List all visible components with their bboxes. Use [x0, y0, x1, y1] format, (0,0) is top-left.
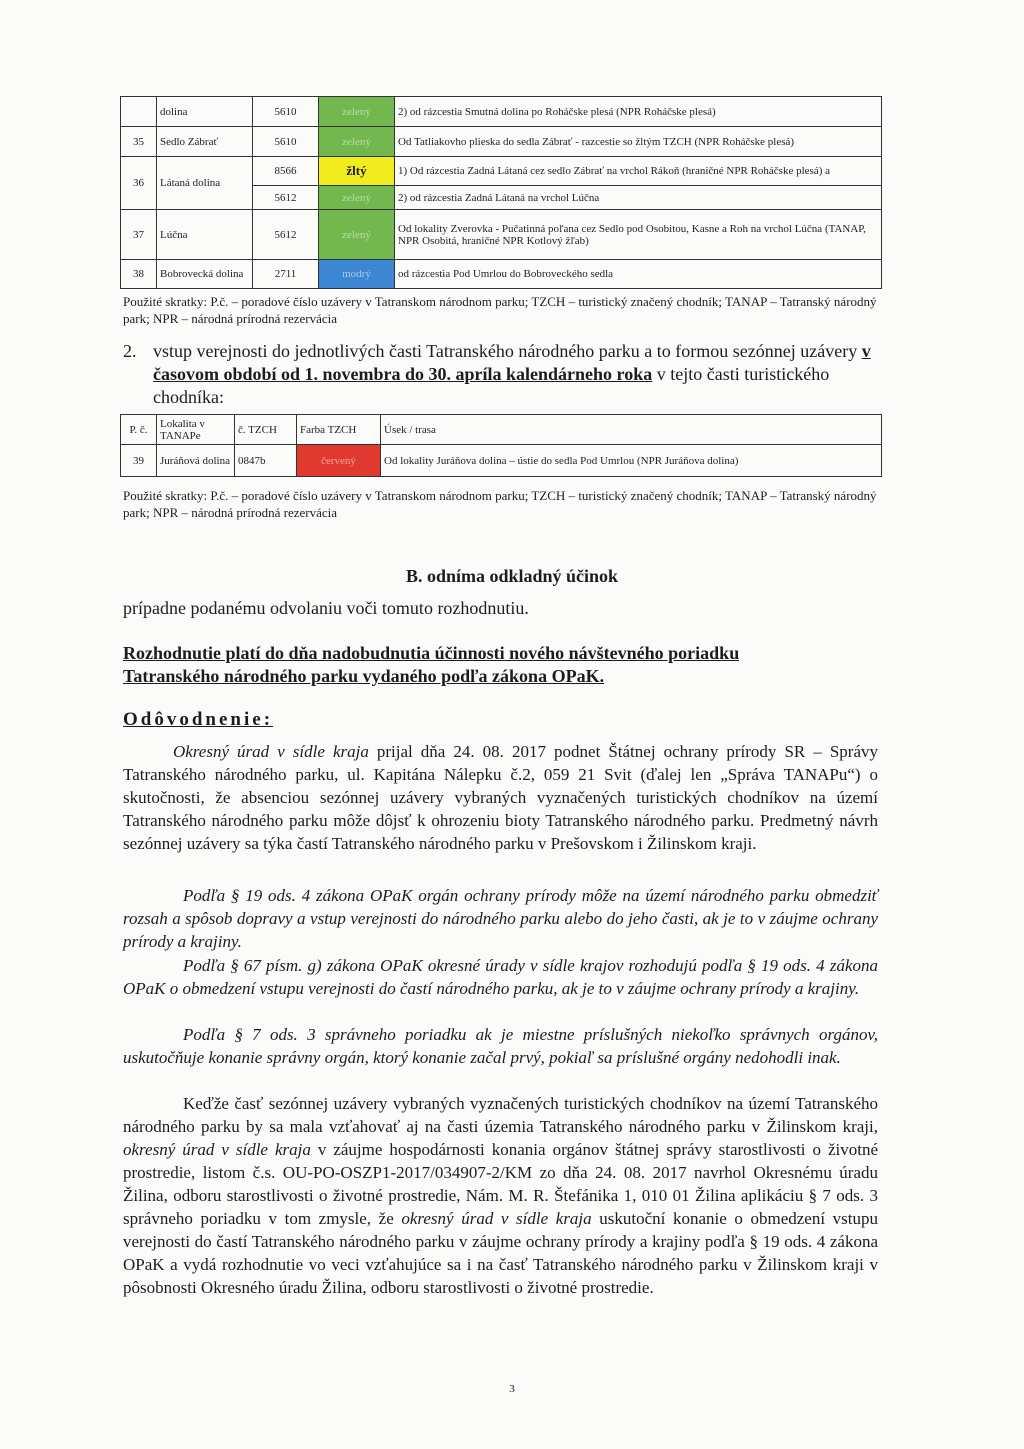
validity-line-1: Rozhodnutie platí do dňa nadobudnutia účinnosti nového návštevného poriadku	[123, 643, 740, 663]
validity-statement	[123, 642, 739, 688]
header-tzch: č. TZCH	[235, 415, 297, 445]
row-tzch: 8566	[253, 157, 319, 186]
row-route: Od lokality Zverovka - Pučatinná poľana cez Sedlo pod Osobitou, Kasne a Roh na vrchol Lúčna (TANAP, NPR Osobitá, hraničné NPR Kotlový žľab)	[395, 210, 882, 260]
reasoning-heading: Odôvodnenie:	[123, 709, 274, 730]
item-2-text: vstup verejnosti do jednotlivých časti Tatranského národného parku a to formou sezónnej uzávery	[153, 341, 858, 361]
paragraph-5-authority: okresný úrad v sídle kraja	[123, 1140, 311, 1159]
row-route: 2) od rázcestia Smutná dolina po Roháčske plesá (NPR Roháčske plesá)	[395, 97, 882, 127]
row-route: 2) od rázcestia Zadná Látaná na vrchol Lúčna	[395, 186, 882, 210]
row-location: Lúčna	[157, 210, 253, 260]
row-number: 36	[121, 157, 157, 210]
paragraph-5-authority-2: okresný úrad v sídle kraja	[401, 1209, 592, 1228]
row-location: dolina	[157, 97, 253, 127]
row-color: žltý	[319, 157, 395, 186]
row-location: Juráňová dolina	[157, 445, 235, 477]
table-row	[121, 97, 882, 127]
row-tzch: 5610	[253, 127, 319, 157]
closure-table-continued	[120, 96, 882, 289]
validity-line-2: Tatranského národného parku vydaného podľa zákona OPaK.	[123, 666, 605, 686]
header-number: P. č.	[121, 415, 157, 445]
row-color: zelený	[319, 186, 395, 210]
item-2-text-after: v tejto časti turistického chodníka:	[153, 364, 830, 407]
row-tzch: 5612	[253, 186, 319, 210]
row-tzch: 0847b	[235, 445, 297, 477]
row-location: Bobrovecká dolina	[157, 260, 253, 289]
header-color: Farba TZCH	[297, 415, 381, 445]
row-number: 39	[121, 445, 157, 477]
row-tzch: 5610	[253, 97, 319, 127]
paragraph-1	[123, 740, 878, 855]
table-header-row	[121, 415, 882, 445]
item-2-period: v časovom období od 1. novembra do 30. apríla kalendárneho roka	[153, 341, 871, 384]
table-row	[121, 127, 882, 157]
paragraph-5-text-c: uskutoční konanie o obmedzení vstupu verejnosti do častí Tatranského národného parku v záujme ochrany prírody a krajiny podľa § 19 ods. 4 zákona OPaK a vydá rozhodnutie vo veci vzťahujúce sa i na časť Tatranského národného parku v Žilinskom kraji v pôsobnosti Okresného úradu Žilina, odboru starostlivosti o životné prostredie.	[123, 1209, 879, 1297]
header-route: Úsek / trasa	[381, 415, 882, 445]
row-color: červený	[297, 445, 381, 477]
row-route: 1) Od rázcestia Zadná Látaná cez sedlo Zábrať na vrchol Rákoň (hraničné NPR Roháčske plesá) a	[395, 157, 882, 186]
closure-table-item-39	[120, 414, 882, 477]
table2-abbreviations: Použité skratky: P.č. – poradové číslo uzávery v Tatranskom národnom parku; TZCH – turistický značený chodník; TANAP – Tatranský národný park; NPR – národná prírodná rezervácia	[123, 488, 877, 520]
paragraph-4: Podľa § 7 ods. 3 správneho poriadku ak je miestne príslušných niekoľko správnych orgánov, uskutočňuje konanie správny orgán, ktorý konanie začal prvý, pokiaľ sa príslušné orgány nedohodli inak.	[123, 1025, 878, 1067]
item-2	[123, 340, 883, 409]
row-number: 35	[121, 127, 157, 157]
paragraph-2: Podľa § 19 ods. 4 zákona OPaK orgán ochrany prírody môže na území národného parku obmedziť rozsah a spôsob dopravy a vstup verejnosti do národného parku alebo do jeho časti, ak je to v záujme ochrany prírody a krajiny.	[123, 886, 878, 951]
page-number: 3	[509, 1383, 515, 1395]
table-row	[121, 210, 882, 260]
row-tzch: 5612	[253, 210, 319, 260]
row-color: zelený	[319, 97, 395, 127]
row-color: zelený	[319, 127, 395, 157]
row-route: Od lokality Juráňova dolina – ústie do sedla Pod Umrlou (NPR Juráňova dolina)	[381, 445, 882, 477]
section-b-heading: B. odníma odkladný účinok	[405, 566, 619, 586]
paragraph-5-text-b: v záujme hospodárnosti konania orgánov štátnej správy starostlivosti o životné prostredie, listom č.s. OU-PO-OSZP1-2017/034907-2/KM zo dňa 24. 08. 2017 navrhol Okresnému úradu Žilina, odboru starostlivosti o životné prostredie, Nám. M. R. Štefánika 1, 010 01 Žilina aplikáciu § 7 ods. 3 správneho poriadku v tom zmysle, že	[123, 1140, 879, 1228]
row-number: 37	[121, 210, 157, 260]
row-color: zelený	[319, 210, 395, 260]
row-location: Sedlo Zábrať	[157, 127, 253, 157]
row-tzch: 2711	[253, 260, 319, 289]
table-row	[121, 157, 882, 186]
table-row	[121, 445, 882, 477]
row-number	[121, 97, 157, 127]
item-2-number: 2.	[123, 341, 137, 361]
table-row	[121, 260, 882, 289]
row-number: 38	[121, 260, 157, 289]
header-location: Lokalita v TANAPe	[157, 415, 235, 445]
paragraph-5	[123, 1092, 878, 1299]
row-location: Látaná dolina	[157, 157, 253, 210]
section-b-text: prípadne podanému odvolaniu voči tomuto rozhodnutiu.	[123, 598, 529, 618]
table1-abbreviations: Použité skratky: P.č. – poradové číslo uzávery v Tatranskom národnom parku; TZCH – turistický značený chodník; TANAP – Tatranský národný park; NPR – národná prírodná rezervácia	[123, 294, 877, 326]
paragraph-3: Podľa § 67 písm. g) zákona OPaK okresné úrady v sídle krajov rozhodujú podľa § 19 ods. 4 zákona OPaK o obmedzení vstupu verejnosti do častí národného parku, ak je to v záujme ochrany prírody a krajiny.	[123, 956, 878, 998]
paragraph-1-authority: Okresný úrad v sídle kraja	[173, 742, 369, 761]
paragraph-5-text-a: Keďže časť sezónnej uzávery vybraných vyznačených turistických chodníkov na území Tatranského národného parku by sa mala vzťahovať aj na časti územia Tatranského národného parku v Žilinskom kraji,	[123, 1094, 878, 1136]
row-route: od rázcestia Pod Umrlou do Bobroveckého sedla	[395, 260, 882, 289]
row-color: modrý	[319, 260, 395, 289]
paragraph-1-text: prijal dňa 24. 08. 2017 podnet Štátnej ochrany prírody SR – Správy Tatranského národného parku, ul. Kapitána Nálepku č.2, 059 21 Svit (ďalej len „Správa TANAPu“) o skutočnosti, že absenciou sezónnej uzávery vybraných vyznačených turistických chodníkov na území Tatranského národného parku môže dôjsť k ohrozeniu bioty Tatranského národného parku. Predmetný návrh sezónnej uzávery sa týka častí Tatranského národného parku v Prešovskom i Žilinskom kraji.	[123, 742, 878, 853]
row-route: Od Tatliakovho plieska do sedla Zábrať - razcestie so žltým TZCH (NPR Roháčske plesá)	[395, 127, 882, 157]
